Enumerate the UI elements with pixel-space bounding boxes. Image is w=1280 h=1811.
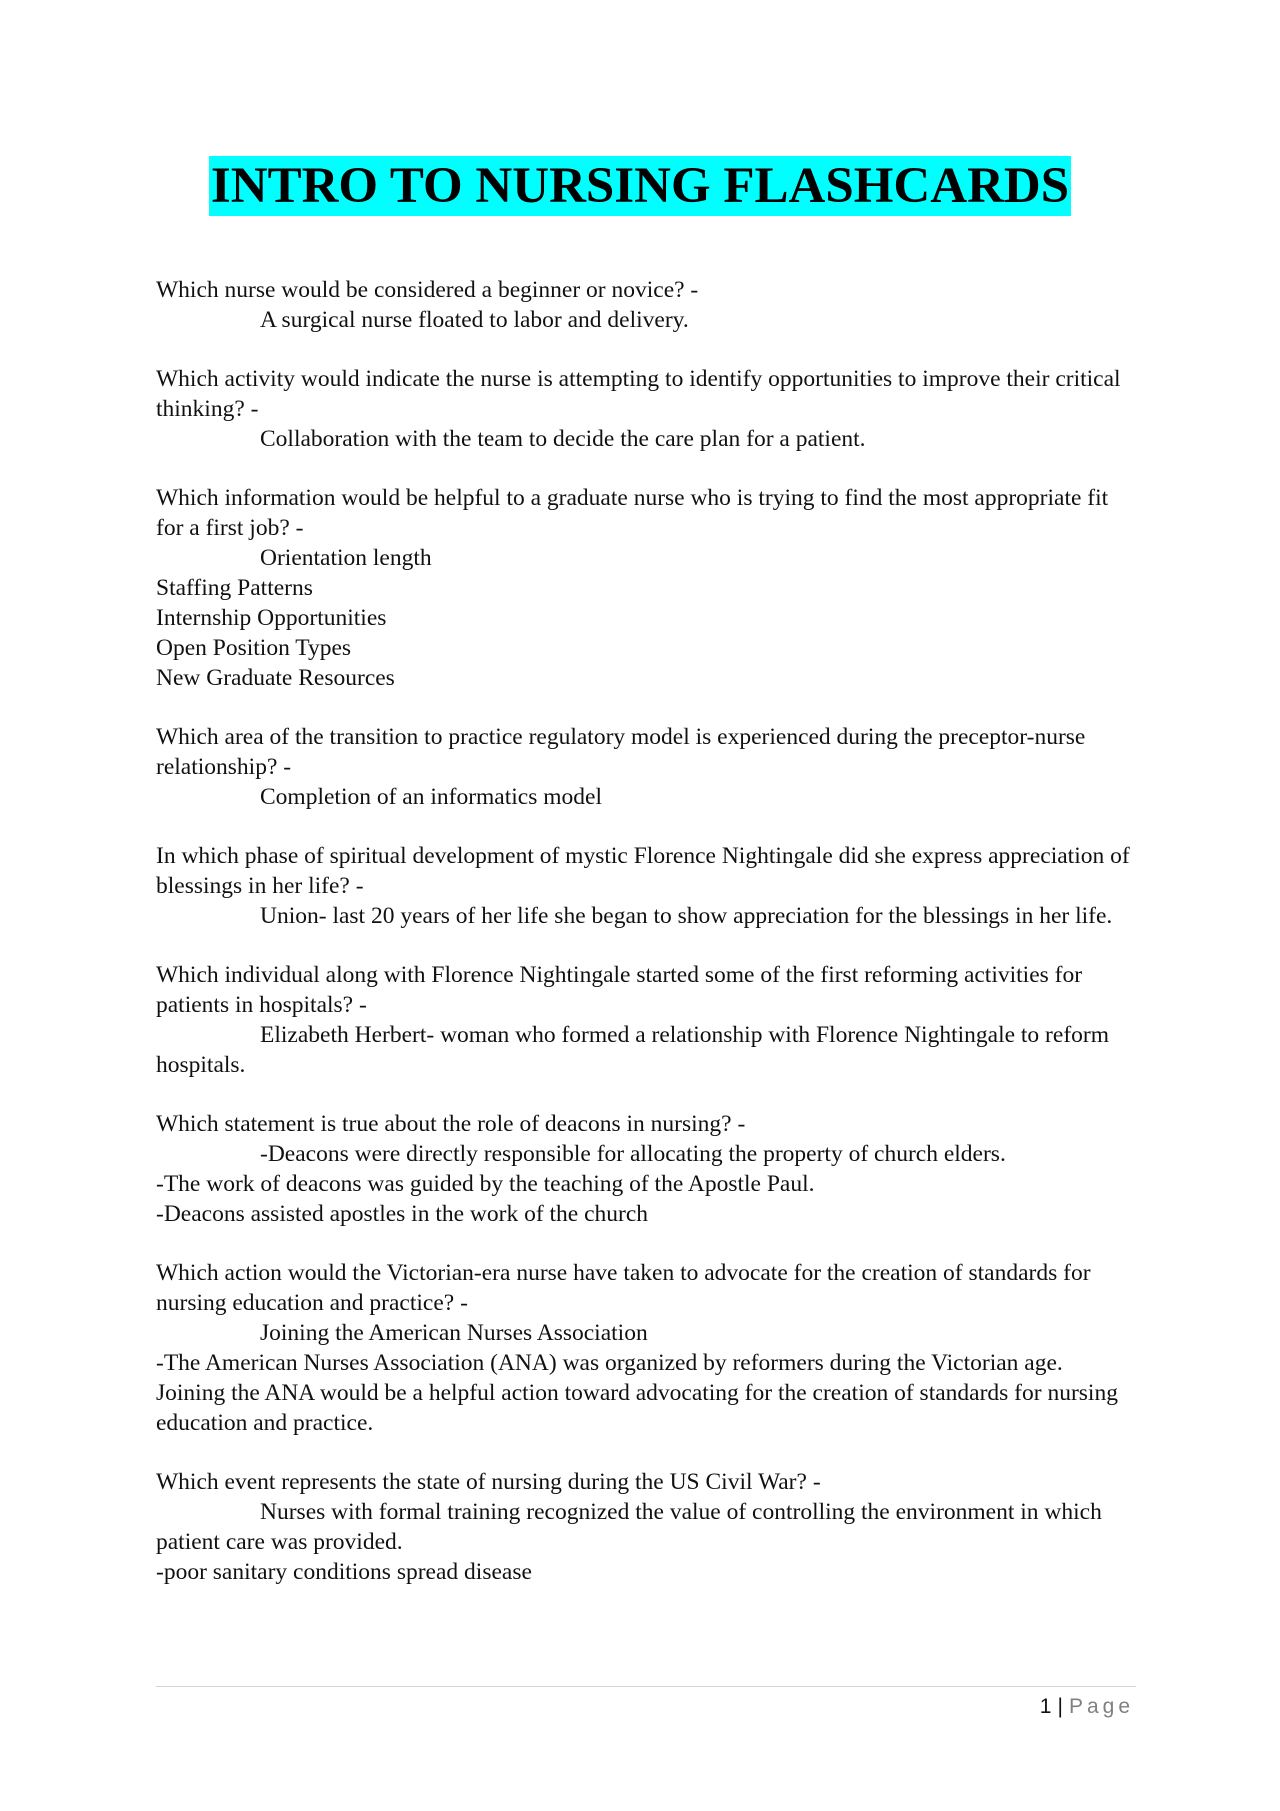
flashcard	[156, 841, 1136, 931]
flashcard-question: Which activity would indicate the nurse is attempting to identify opportunities to improve their critical thinking? -	[156, 366, 1121, 422]
page-label: Page	[1068, 1695, 1134, 1718]
flashcard-answer-line: Staffing Patterns	[156, 575, 313, 601]
flashcard-question: Which action would the Victorian-era nurse have taken to advocate for the creation of standards for nursing education and practice? -	[156, 1260, 1091, 1316]
flashcard-answer: Collaboration with the team to decide the care plan for a patient.	[260, 426, 866, 452]
page-number: 1	[1039, 1695, 1052, 1718]
flashcard-answer: Union- last 20 years of her life she began to show appreciation for the blessings in her life.	[260, 903, 1113, 929]
footer-divider	[156, 1686, 1136, 1687]
flashcard-answer: Elizabeth Herbert- woman who formed a relationship with Florence Nightingale to reform hospitals.	[156, 1022, 1109, 1078]
flashcard-question: Which area of the transition to practice regulatory model is experienced during the preceptor-nurse relationship? -	[156, 724, 1086, 780]
flashcard-question: Which nurse would be considered a beginner or novice? -	[156, 277, 699, 303]
flashcard-list	[156, 275, 1136, 1616]
flashcard-question: Which statement is true about the role of deacons in nursing? -	[156, 1111, 746, 1137]
flashcard-answer: -Deacons were directly responsible for allocating the property of church elders.	[260, 1141, 1006, 1167]
flashcard-answer-line: Internship Opportunities	[156, 605, 387, 631]
flashcard	[156, 275, 1136, 335]
flashcard	[156, 1467, 1136, 1587]
flashcard-answer: Orientation length	[260, 545, 432, 571]
flashcard-answer-line: -Deacons assisted apostles in the work of the church	[156, 1201, 649, 1227]
flashcard	[156, 1258, 1136, 1438]
flashcard-answer-line: New Graduate Resources	[156, 665, 395, 691]
flashcard	[156, 722, 1136, 812]
flashcard	[156, 1109, 1136, 1229]
flashcard-answer-line: Open Position Types	[156, 635, 352, 661]
footer-separator: |	[1057, 1695, 1063, 1718]
flashcard-question: Which event represents the state of nursing during the US Civil War? -	[156, 1469, 821, 1495]
flashcard-question: Which information would be helpful to a graduate nurse who is trying to find the most appropriate fit for a first job? -	[156, 485, 1109, 541]
flashcard-answer: Joining the American Nurses Association	[260, 1320, 648, 1346]
flashcard-answer: Nurses with formal training recognized the value of controlling the environment in which patient care was provided.	[156, 1499, 1102, 1555]
flashcard	[156, 960, 1136, 1080]
flashcard-answer-line: -The American Nurses Association (ANA) was organized by reformers during the Victorian age. Joining the ANA would be a helpful action toward advocating for the creation of standards for nursing education and practice.	[156, 1350, 1118, 1436]
flashcard-answer: Completion of an informatics model	[260, 784, 602, 810]
page-footer	[1040, 1695, 1134, 1719]
flashcard-question: Which individual along with Florence Nightingale started some of the first reforming activities for patients in hospitals? -	[156, 962, 1083, 1018]
flashcard	[156, 364, 1136, 454]
flashcard	[156, 483, 1136, 693]
title-container	[0, 156, 1280, 216]
flashcard-answer-line: -poor sanitary conditions spread disease	[156, 1559, 532, 1585]
flashcard-question: In which phase of spiritual development of mystic Florence Nightingale did she express appreciation of blessings in her life? -	[156, 843, 1130, 899]
document-title: INTRO TO NURSING FLASHCARDS	[210, 158, 1070, 214]
flashcard-answer: A surgical nurse floated to labor and delivery.	[260, 307, 689, 333]
flashcard-answer-line: -The work of deacons was guided by the teaching of the Apostle Paul.	[156, 1171, 815, 1197]
